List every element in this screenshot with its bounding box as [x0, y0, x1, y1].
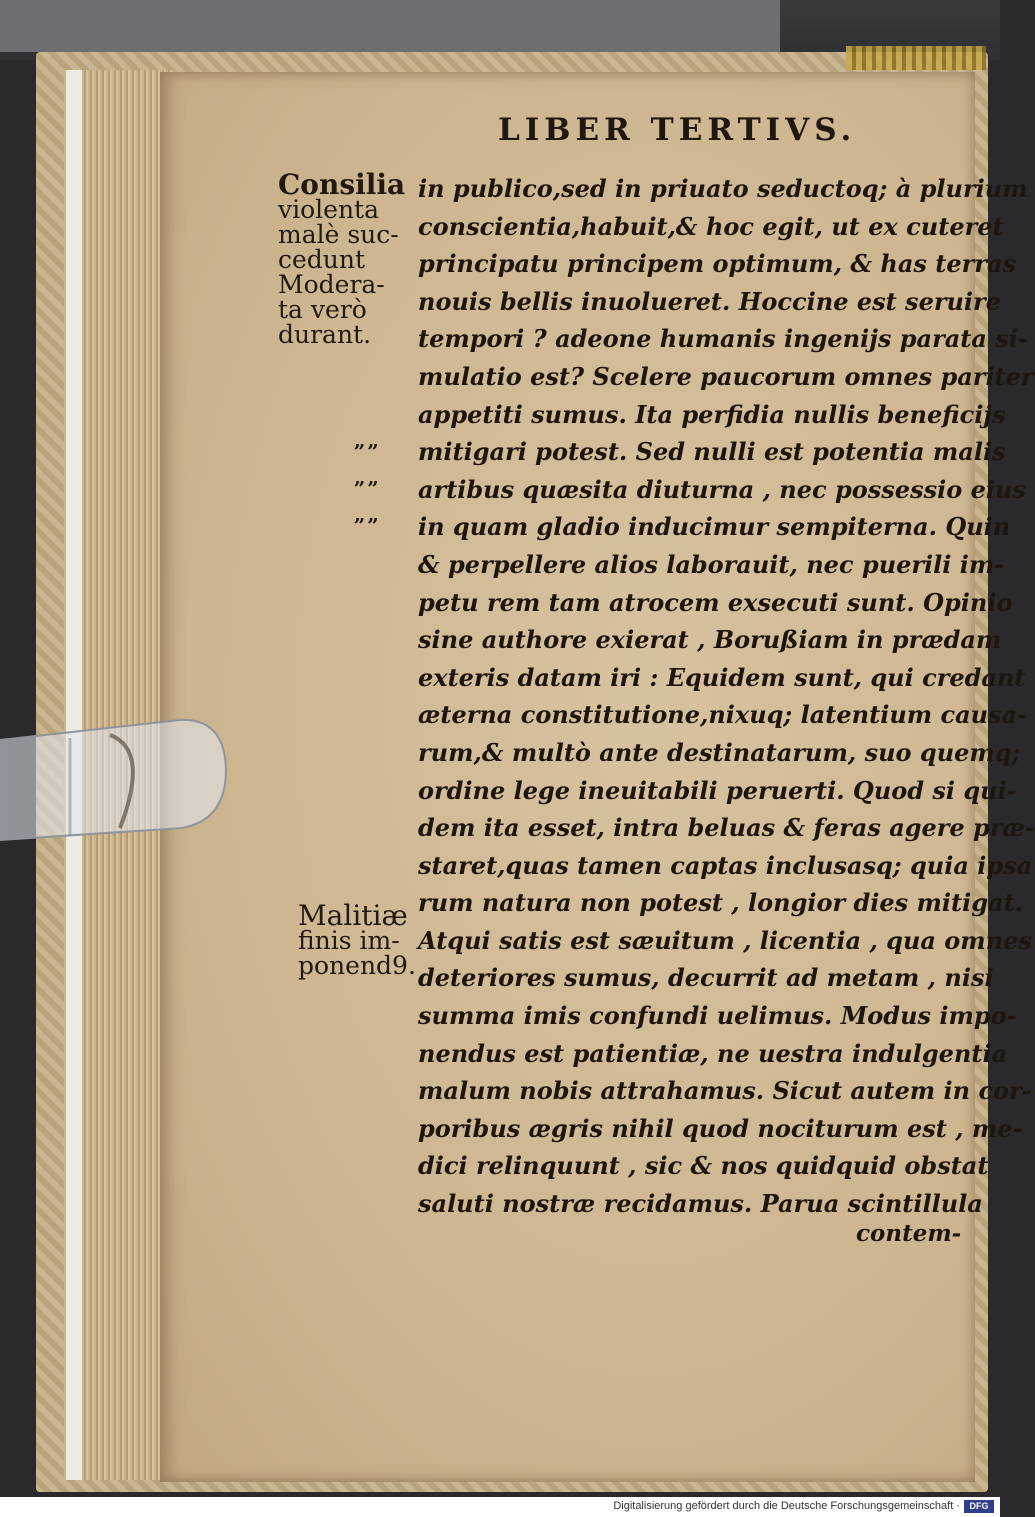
marginal-line: Consilia [278, 168, 406, 201]
text-line: artibus quæsita diuturna , nec possessio eius [418, 474, 1026, 504]
marginal-note-2 [298, 899, 430, 980]
text-line: nendus est patientiæ, ne uestra indulgentia [418, 1038, 1008, 1068]
running-head: LIBER TERTIVS. [498, 112, 857, 148]
marginal-line: malè suc- [278, 220, 399, 249]
text-line: rum natura non potest , longior dies mitigat. [418, 888, 1024, 918]
catchword: contem- [856, 1220, 962, 1247]
footer-credit: Digitalisierung gefördert durch die Deutsche Forschungsgemeinschaft · [613, 1500, 960, 1512]
marginal-line: Malitiæ [298, 899, 408, 932]
text-line: dici relinquunt , sic & nos quidquid obstat [418, 1151, 989, 1181]
marginal-line: durant. [278, 320, 372, 349]
quote-mark: „„ [354, 502, 382, 526]
text-line: mitigari potest. Sed nulli est potentia malis [418, 437, 1006, 467]
text-line: in publico,sed in priuato seductoq; à plurium [418, 174, 1028, 203]
bookmark-strip [0, 710, 228, 850]
marginal-line: finis im- [298, 926, 400, 955]
body-text [418, 170, 1035, 1223]
quote-mark: „„ [354, 428, 382, 452]
text-line: appetiti sumus. Ita perfidia nullis beneficijs [418, 399, 1006, 429]
text-line: tempori ? adeone humanis ingenijs parata si- [418, 324, 1028, 354]
marginal-note-1 [278, 168, 410, 349]
text-line: nouis bellis inuolueret. Hoccine est seruire [418, 286, 1001, 316]
text-line: staret,quas tamen captas inclusasq; quia ipsa [418, 850, 1033, 880]
text-line: sine authore exierat , Borußiam in prædam [418, 625, 1002, 655]
gilt-edge [846, 46, 986, 70]
marginal-line: ta verò [278, 295, 367, 324]
text-line: exteris datam iri : Equidem sunt, qui credant [418, 662, 1026, 692]
text-line: Atqui satis est sæuitum , licentia , qua omnes [418, 925, 1032, 955]
text-line: rum,& multò ante destinatarum, suo quemq; [418, 737, 1021, 767]
text-line: malum nobis attrahamus. Sicut autem in cor- [418, 1076, 1032, 1106]
text-line: in quam gladio inducimur sempiterna. Quin [418, 512, 1011, 542]
text-line: poribus ægris nihil quod nociturum est , me- [418, 1113, 1023, 1143]
marginal-line: cedunt [278, 245, 366, 274]
text-line: summa imis confundi uelimus. Modus impo- [418, 1001, 1017, 1031]
marginal-line: ponend9. [298, 951, 416, 980]
text-line: saluti nostræ recidamus. Parua scintillula [418, 1189, 983, 1219]
text-line: ordine lege ineuitabili peruerti. Quod si qui- [418, 775, 1017, 805]
text-line: deteriores sumus, decurrit ad metam , nisi [418, 963, 994, 993]
text-line: dem ita esset, intra beluas & feras agere præ- [418, 813, 1035, 843]
marginal-line: Modera- [278, 270, 385, 299]
quote-mark: „„ [354, 465, 382, 489]
quotation-marks [354, 428, 414, 538]
text-line: conscientia,habuit,& hoc egit, ut ex cuteret [418, 211, 1004, 241]
dfg-logo: DFG [964, 1500, 994, 1513]
text-line: æterna constitutione,nixuq; latentium causa- [418, 700, 1028, 730]
text-line: mulatio est? Scelere paucorum omnes pariter [418, 361, 1034, 391]
text-line: & perpellere alios laborauit, nec puerili im- [418, 549, 1005, 579]
scan-flap [0, 0, 780, 52]
marginal-line: violenta [278, 195, 380, 224]
text-line: petu rem tam atrocem exsecuti sunt. Opinio [418, 587, 1013, 617]
text-line: principatu principem optimum, & has terras [418, 249, 1017, 279]
